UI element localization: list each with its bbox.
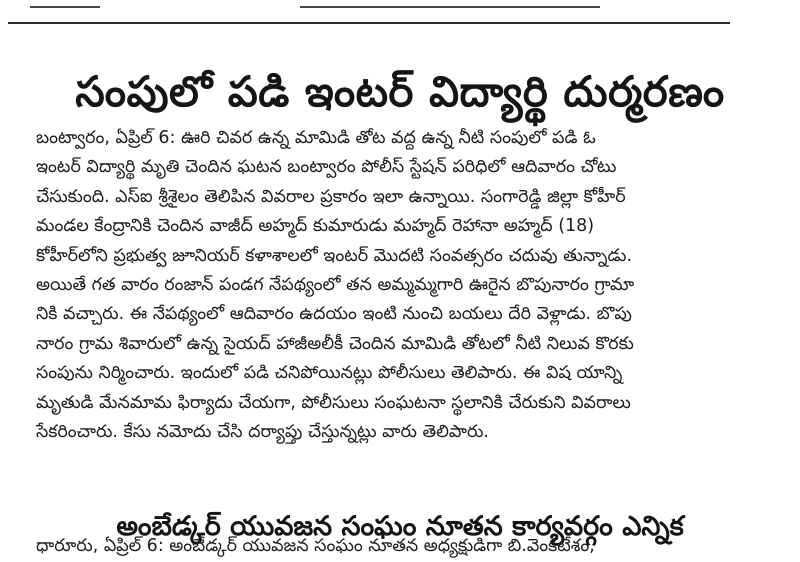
- article-line: మండల కేంద్రానికి చెందిన వాజీద్ అహ్మద్ కుమారుడు మహ్మద్ రెహానా అహ్మద్ (18): [36, 216, 595, 237]
- article-line: సంపును నిర్మించారు. ఇందులో పడి చనిపోయినట్లు పోలీసులు తెలిపారు. ఈ విష యాన్ని: [36, 363, 623, 384]
- second-article-first-line: ధారూరు, ఏప్రిల్ 6: అంబేడ్కర్ యువజన సంఘం నూతన అధ్యక్షుడిగా బి.వెంకటేశం,: [36, 536, 595, 556]
- article-line: నారం గ్రామ శివారులో ఉన్న సైయద్ హాజీఅలీకీ చెందిన మామిడి తోటలో నీటి నిలువ కొరకు: [36, 333, 634, 354]
- clipped-text-fragment: [30, 0, 100, 8]
- clipped-text-fragment: [300, 0, 600, 8]
- article-line: కోహీర్‌లోని ప్రభుత్వ జూనియర్ కళాశాలలో ఇంటర్ మొదటి సంవత్సరం చదువు తున్నాడు.: [36, 245, 633, 266]
- article-line: నికి వచ్చారు. ఈ నేపథ్యంలో ఆదివారం ఉదయం ఇంటి నుంచి బయలు దేరి వెళ్లాడు. బొపు: [36, 304, 632, 325]
- clipped-previous-article: [0, 0, 800, 14]
- article-headline: సంపులో పడి ఇంటర్ విద్యార్థి దుర్మరణం: [75, 67, 725, 117]
- article-line: సేకరించారు. కేసు నమోదు చేసి దర్యాప్తు చేస్తున్నట్లు వారు తెలిపారు.: [36, 422, 489, 443]
- article-line: అయితే గత వారం రంజాన్ పండగ నేపథ్యంలో తన అమ్మమ్మగారి ఊరైన బొపునారం గ్రామా: [36, 275, 635, 296]
- article-line: ఇంటర్ విద్యార్థి మృతి చెందిన ఘటన బంట్వారం పోలీస్ స్టేషన్ పరిధిలో ఆదివారం చోటు: [36, 157, 617, 178]
- article-line: మృతుడి మేనమామ ఫిర్యాదు చేయగా, పోలీసులు సంఘటనా స్థలానికి చేరుకుని వివరాలు: [36, 392, 631, 413]
- article-line: బంట్వారం, ఏప్రిల్ 6: ఊరి చివర ఉన్న మామిడి తోట వద్ద ఉన్న నీటి సంపులో పడి ఓ: [36, 128, 596, 148]
- article-body: [36, 124, 780, 447]
- second-article-headline: అంబేడ్కర్ యువజన సంఘం నూతన కార్యవర్గం ఎన్నిక: [116, 511, 684, 543]
- article-line: చేసుకుంది. ఎస్ఐ శ్రీశైలం తెలిపిన వివరాల ప్రకారం ఇలా ఉన్నాయి. సంగారెడ్డి జిల్లా కోహీర్: [36, 186, 626, 207]
- section-divider: [8, 22, 730, 24]
